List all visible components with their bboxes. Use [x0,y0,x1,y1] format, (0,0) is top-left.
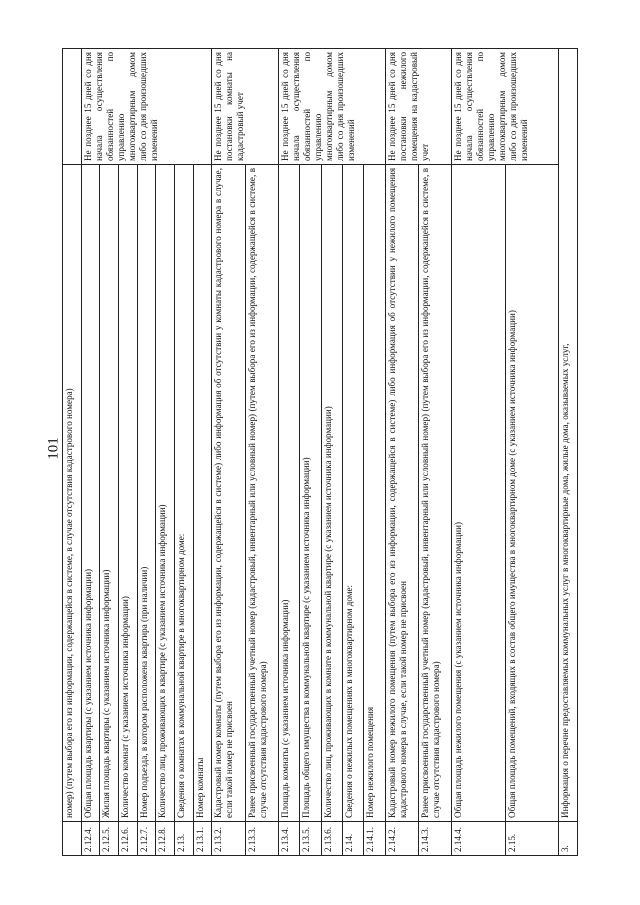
row-deadline [63,49,82,165]
table-row [321,49,342,856]
row-description: Площадь общего имущества в коммунальной квартире (с указанием источника информации) [300,165,321,822]
table-row [245,49,278,856]
row-description: Количество комнат (с указанием источника информации) [119,165,138,822]
row-description: Кадастровый номер комнаты (путем выбора его из информации, содержащейся в системе) либо информация об отсутствии у комнаты кадастрового номера в случае, если такой номер не присвоен [212,165,245,822]
row-number: 2.12.6. [119,822,138,856]
table-row [385,49,418,856]
row-description: Количество лиц, проживающих в квартире (с указанием источника информации) [156,165,175,822]
row-description: Общая площадь нежилого помещения (с указанием источника информации) [452,165,505,822]
row-number: 2.14.1. [364,822,385,856]
row-description: Количество лиц, проживающих в комнате в коммунальной квартире (с указанием источника информации) [321,165,342,822]
row-description: Сведения о комнатах в коммунальной квартире в многоквартирном доме: [175,165,194,822]
table-row [63,49,82,856]
row-number: 2.13. [175,822,194,856]
table-row [419,49,452,856]
table-row [505,49,558,856]
table-row [452,49,505,856]
row-number: 2.13.2. [212,822,245,856]
table-row [81,49,100,856]
row-description: Ранее присвоенный государственный учетный номер (кадастровый, инвентарный или условный номер) (путем выбора его из информации, содержащейся в системе, в случае отсутствия кадастрового номера) [419,165,452,822]
row-number: 2.14.4. [452,822,505,856]
table-row [100,49,119,856]
row-description: Номер подъезда, в котором расположена квартира (при наличии) [137,165,156,822]
table-row [193,49,212,856]
row-description: Площадь комнаты (с указанием источника информации) [279,165,300,822]
rotated-table-wrapper [62,48,578,856]
table-row [119,49,138,856]
row-number: 2.14.3. [419,822,452,856]
row-description: номер) (путем выбора его из информации, содержащейся в системе, в случае отсутствия кадастрового номера) [63,165,82,822]
row-description: Номер нежилого помещения [364,165,385,822]
row-description: Жилая площадь квартиры (с указанием источника информации) [100,165,119,822]
table-row [343,49,364,856]
row-deadline: Не позднее 15 дней со дня начала осуществления обязанностей по управлению многоквартирным домом либо со дня произошедших изменений [452,49,559,165]
row-number: 2.14.2. [385,822,418,856]
row-number: 2.15. [505,822,558,856]
row-number: 2.12.4. [81,822,100,856]
row-number: 2.12.5. [100,822,119,856]
table-row [364,49,385,856]
row-number: 2.13.6. [321,822,342,856]
table-row [212,49,245,856]
row-description: Кадастровый номер нежилого помещения (путем выбора его из информации, содержащейся в системе) либо информация об отсутствии у нежилого помещения кадастрового номера в случае, если такой номер не присвоен [385,165,418,822]
row-number: 2.13.5. [300,822,321,856]
row-deadline: Не позднее 15 дней со дня постановки нежилого помещения на кадастровый учет [385,49,452,165]
row-number: 2.14. [343,822,364,856]
row-number: 2.13.1. [193,822,212,856]
row-number [63,822,82,856]
row-number: 2.12.7. [137,822,156,856]
row-number: 3. [559,822,578,856]
table-row [156,49,175,856]
table-row [175,49,194,856]
row-description: Сведения о нежилых помещениях в многоквартирном доме: [343,165,364,822]
row-number: 2.12.8. [156,822,175,856]
row-description: Общая площадь квартиры (с указанием источника информации) [81,165,100,822]
row-deadline: Не позднее 15 дней со дня начала осуществления обязанностей по управлению многоквартирным домом либо со дня произошедших изменений [279,49,386,165]
table-row [137,49,156,856]
table-row [279,49,300,856]
row-description: Общая площадь помещений, входящих в состав общего имущества в многоквартирном доме (с указанием источника информации) [505,165,558,822]
requirements-table [62,48,578,856]
table-row [559,49,578,856]
row-description: Информация о перечне предоставляемых коммунальных услуг в многоквартирные дома, жилые дома, оказываемых услуг, [559,49,578,822]
row-deadline: Не позднее 15 дней со дня начала осуществления обязанностей по управлению многоквартирным домом либо со дня произошедших изменений [81,49,212,165]
row-description: Номер комнаты [193,165,212,822]
row-number: 2.13.4. [279,822,300,856]
row-number: 2.13.3. [245,822,278,856]
page-number: 101 [45,437,62,460]
row-deadline: Не позднее 15 дней со дня постановки комнаты на кадастровый учет [212,49,279,165]
row-description: Ранее присвоенный государственный учетный номер (кадастровый, инвентарный или условный номер) (путем выбора его из информации, содержащейся в системе, в случае отсутствия кадастрового номера) [245,165,278,822]
table-row [300,49,321,856]
